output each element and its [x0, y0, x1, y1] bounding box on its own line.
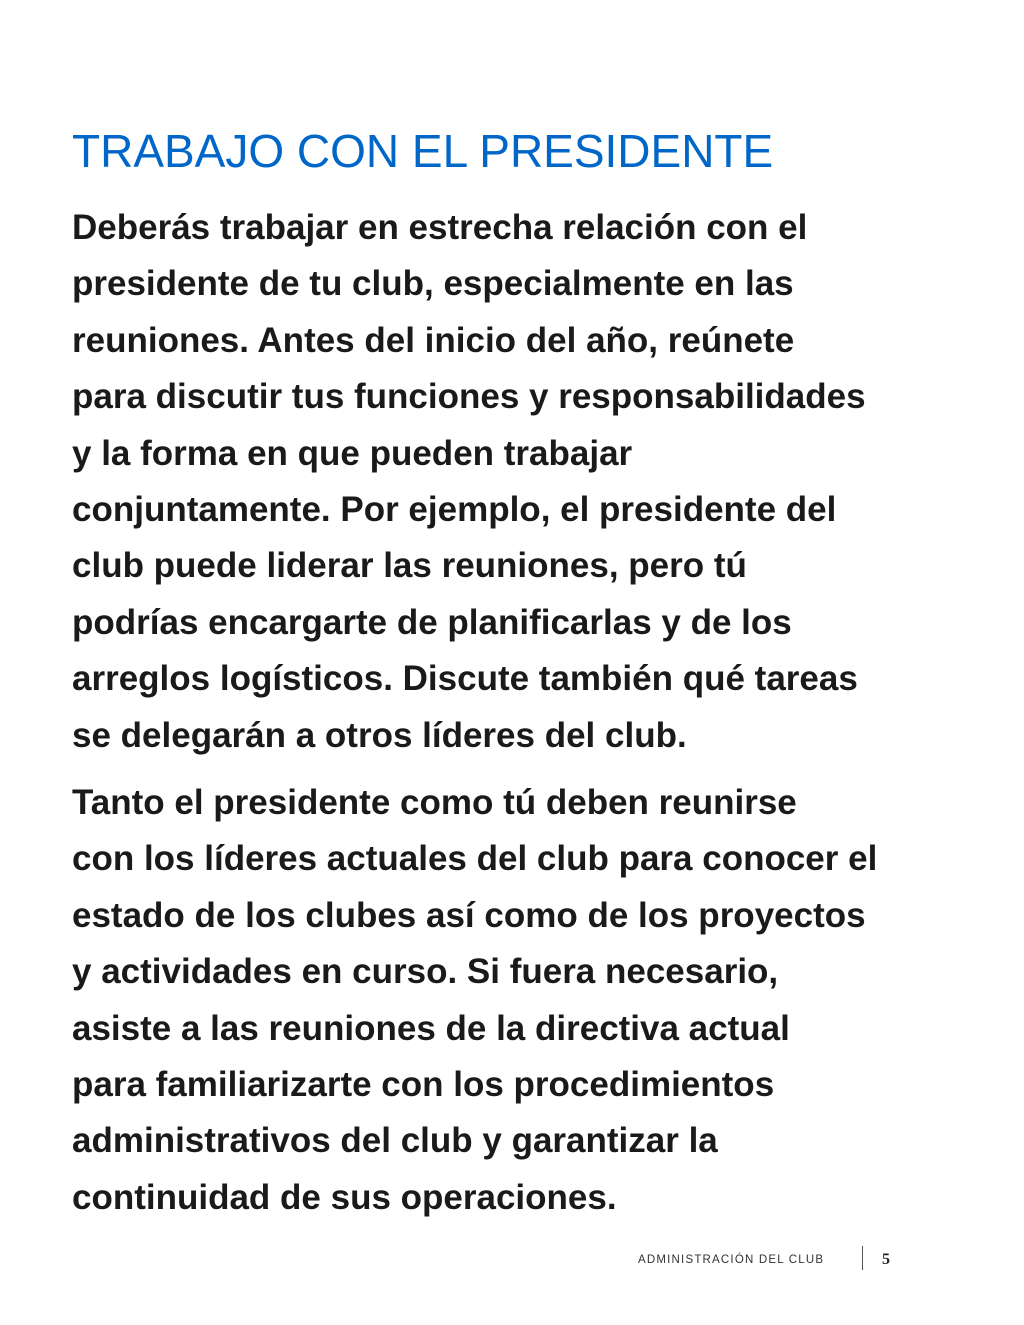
paragraph-line: estado de los clubes así como de los proyectos — [72, 895, 866, 935]
footer-section-label: ADMINISTRACIÓN DEL CLUB — [638, 1254, 825, 1266]
page-number: 5 — [882, 1251, 890, 1268]
paragraph-line: continuidad de sus operaciones. — [72, 1177, 617, 1217]
paragraph-line: reuniones. Antes del inicio del año, reúnete — [72, 320, 795, 360]
paragraph-line: Tanto el presidente como tú deben reunirse — [72, 783, 797, 822]
page-title: TRABAJO CON EL PRESIDENTE — [72, 125, 774, 177]
paragraph-2 — [72, 775, 1002, 1226]
footer-divider — [862, 1246, 863, 1270]
paragraph-line: conjuntamente. Por ejemplo, el presidente del — [72, 490, 837, 530]
paragraph-line: club puede liderar las reuniones, pero tú — [72, 546, 747, 586]
paragraph-line: administrativos del club y garantizar la — [72, 1121, 718, 1161]
paragraph-line: presidente de tu club, especialmente en las — [72, 264, 794, 304]
paragraph-line: para discutir tus funciones y responsabilidades — [72, 377, 866, 417]
paragraph-line: y actividades en curso. Si fuera necesario, — [72, 952, 779, 992]
paragraph-line: podrías encargarte de planificarlas y de los — [72, 602, 792, 642]
paragraph-line: Deberás trabajar en estrecha relación con el — [72, 208, 808, 247]
paragraph-line: se delegarán a otros líderes del club. — [72, 715, 687, 755]
paragraph-line: asiste a las reuniones de la directiva actual — [72, 1008, 790, 1048]
paragraph-line: arreglos logísticos. Discute también qué tareas — [72, 659, 858, 699]
paragraph-line: con los líderes actuales del club para conocer el — [72, 839, 878, 879]
paragraph-line: para familiarizarte con los procedimientos — [72, 1065, 775, 1105]
paragraph-1 — [72, 200, 1002, 764]
paragraph-line: y la forma en que pueden trabajar — [72, 433, 633, 473]
